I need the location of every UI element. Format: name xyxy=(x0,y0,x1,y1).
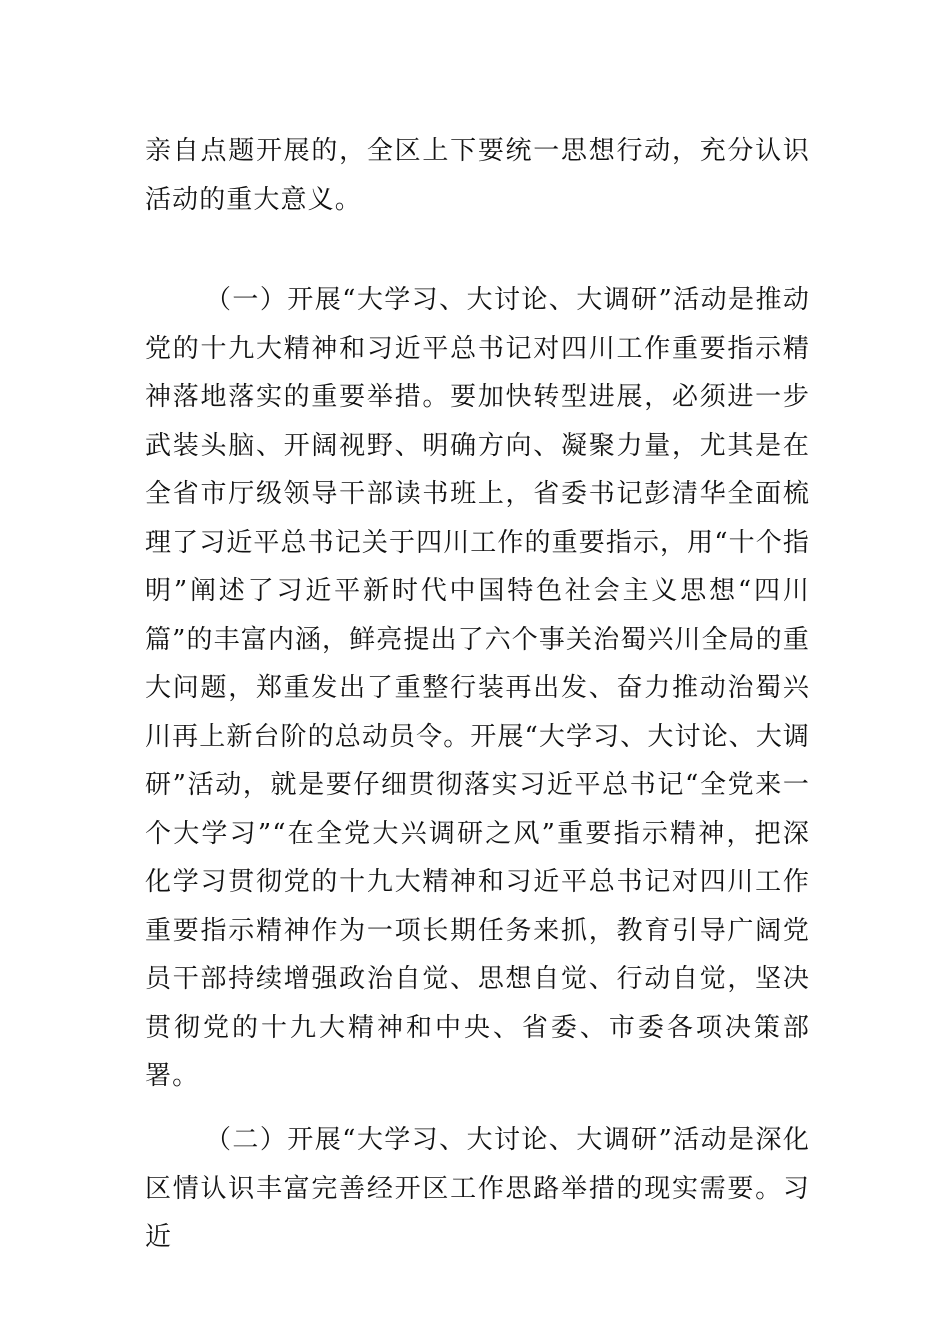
paragraph-section-two: （二）开展“大学习、大讨论、大调研”活动是深化区情认识丰富完善经开区工作思路举措的现实需要。习近 xyxy=(145,1125,810,1252)
paragraph-section-one: （一）开展“大学习、大讨论、大调研”活动是推动党的十九大精神和习近平总书记对四川工作重要指示精神落地落实的重要举措。要加快转型进展，必须进一步武装头脑、开阔视野、明确方向、凝聚力量，尤其是在全省市厅级领导干部读书班上，省委书记彭清华全面梳理了习近平总书记关于四川工作的重要指示，用“十个指明”阐述了习近平新时代中国特色社会主义思想“四川篇”的丰富内涵，鲜亮提出了六个事关治蜀兴川全局的重大问题，郑重发出了重整行装再出发、奋力推动治蜀兴川再上新台阶的总动员令。开展“大学习、大讨论、大调研”活动，就是要仔细贯彻落实习近平总书记“全党来一个大学习”“在全党大兴调研之风”重要指示精神，把深化学习贯彻党的十九大精神和习近平总书记对四川工作重要指示精神作为一项长期任务来抓，教育引导广阔党员干部持续增强政治自觉、思想自觉、行动自觉，坚决贯彻党的十九大精神和中央、省委、市委各项决策部署。 xyxy=(145,285,810,1091)
paragraph-continuation: 亲自点题开展的，全区上下要统一思想行动，充分认识活动的重大意义。 xyxy=(145,136,810,215)
